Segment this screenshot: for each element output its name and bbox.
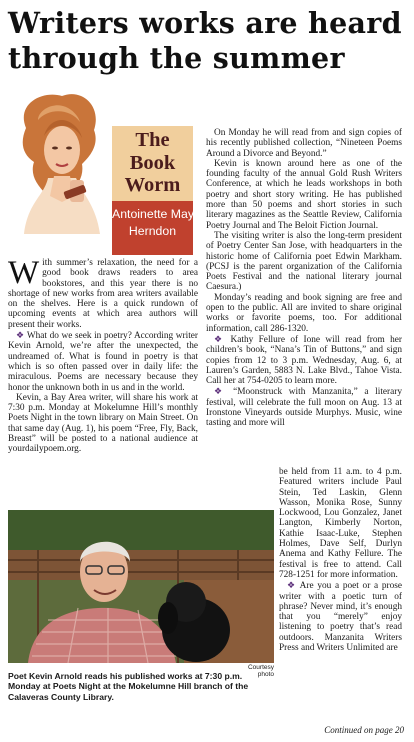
- paragraph: [206, 334, 402, 386]
- paragraph-text: ith summer’s relaxation, the need for a good book draws readers to area bookstores, and this year there is no shortage of new works from area writers available on the shelves. Here is a quick rundown of upcoming events at which area authors will present their works.: [8, 258, 198, 330]
- caption-line-1: Poet Kevin Arnold reads his published works at 7:30 p.m.: [8, 671, 243, 681]
- columnist-portrait: [8, 84, 112, 242]
- paragraph: The visiting writer is also the long-term president of Poetry Center San Jose, with headquarters in the historic home of California poet Edwin Markham. (PCSJ is the parent organization of the California Poets Festival and the national literary journal Caesura.): [206, 230, 402, 293]
- drop-cap: W: [8, 255, 40, 291]
- article-column-3: [279, 467, 402, 653]
- paragraph: Kevin, a Bay Area writer, will share his work at 7:30 p.m. Monday at Mokelumne Hill’s monthly Poets Night in the town library on Main Street. On that same day (Aug. 1), his poem “Free, Fly, Back, Breast” will be posted to a national audience at yourdailypoem.org.: [8, 392, 198, 455]
- diamond-ornament-icon: ❖: [16, 330, 25, 341]
- paragraph: [8, 330, 198, 393]
- article-column-1: [8, 255, 198, 455]
- poet-photo: [8, 510, 274, 663]
- columnist-name-bar: [112, 201, 193, 255]
- paragraph-text: “Moonstruck with Manzanita,” a literary festival, will celebrate the full moon on Aug. 13 at Ironstone Vineyards outside Murphys. Music, wine tasting and more will: [206, 387, 402, 429]
- columnist-first-name: Antoinette May: [112, 207, 195, 221]
- caption-line-3: Calaveras County Library.: [8, 691, 114, 702]
- headline-line-1: Writers works are heard: [8, 6, 402, 40]
- article-column-2: [206, 128, 402, 429]
- paragraph-text: What do we seek in poetry? According writer Kevin Arnold, we’re after the unexpected, the undreamed of. What is found in poetry is that which is so often passed over in daily life: the miraculous. Poems are necessary because they honor the unknown both in us and in the world.: [8, 331, 198, 393]
- photo-credit: Courtesy photo: [247, 664, 274, 678]
- paragraph: [8, 255, 198, 330]
- headline: [8, 6, 408, 76]
- continued-jump-line: Continued on page 20: [324, 725, 404, 735]
- paragraph: [206, 386, 402, 428]
- column-title-line-3: Worm: [124, 174, 181, 196]
- caption-line-2: Monday at Poets Night at the Mokelumne Hill branch of the: [8, 681, 249, 692]
- paragraph: On Monday he will read from and sign copies of his recently published collection, “Nineteen Poems Around a Divorce and Beyond.”: [206, 128, 402, 159]
- paragraph: be held from 11 a.m. to 4 p.m. Featured writers include Paul Stein, Ted Laskin, Glenn Wasson, Monika Rose, Sunny Lockwood, Lou Gonzalez, Janet Langton, Kimberly Norton, Kathie Isaac-Luke, Stephen Holmes, Dave Self, Durlyn Anema and Kathy Fellure. The festival is free to attend. Call 728-1251 for more information.: [279, 467, 402, 580]
- column-title-badge: [112, 126, 193, 201]
- paragraph-text: Are you a poet or a prose writer with a poetic turn of phrase? Never mind, it’s enough that you “merely” enjoy listening to poetry that’s read outdoors. Manzanita Writers Press and Writers Unlimited are: [279, 581, 402, 654]
- paragraph: [279, 580, 402, 653]
- paragraph: Kevin is known around here as one of the founding faculty of the annual Gold Rush Writers Conference, at which he leads workshops in both poetry and short story writing. He has published more than 50 poems and short stories in such literary magazines as the Seattle Review, California Poetry Journal and The Beloit Fiction Journal.: [206, 158, 402, 231]
- column-title-line-2: Book: [129, 151, 176, 174]
- photo-caption: [8, 671, 274, 702]
- paragraph: Monday’s reading and book signing are free and open to the public. All are invited to share original works or favorite poems, too. For additional information, call 286-1320.: [206, 292, 402, 334]
- column-title-line-1: The: [135, 129, 170, 151]
- diamond-ornament-icon: ❖: [214, 386, 227, 397]
- diamond-ornament-icon: ❖: [287, 580, 297, 591]
- headline-line-2: through the summer: [8, 41, 345, 75]
- diamond-ornament-icon: ❖: [214, 333, 226, 344]
- columnist-last-name: Herndon: [128, 224, 177, 238]
- paragraph-text: Kathy Fellure of Ione will read from her children’s book, “Nana’s Tin of Buttons,” and sign copies from 12 to 3 p.m. Wednesday, Aug. 6, at Lauren’s Garden, 5883 N. Lake Blvd., Tahoe Vista. Call her at 754-0205 to learn more.: [206, 334, 402, 387]
